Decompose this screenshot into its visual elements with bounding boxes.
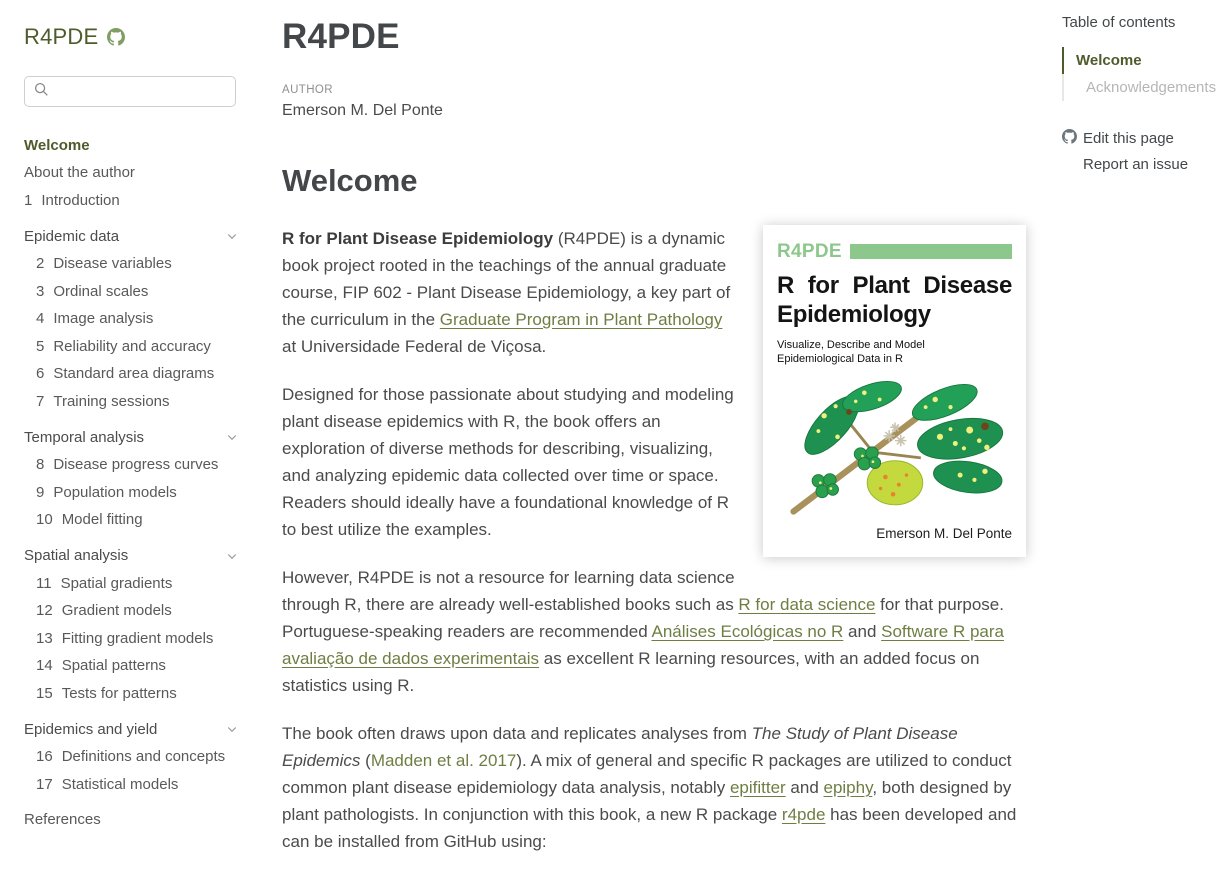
sidebar-item-fitting-gradient-models[interactable] [36, 625, 238, 653]
section-label: Epidemic data [24, 227, 120, 245]
chapter-label: Spatial patterns [61, 657, 166, 674]
chapter-label: Standard area diagrams [53, 365, 215, 382]
logo-row [24, 24, 238, 50]
github-icon[interactable] [107, 28, 125, 46]
chapter-label: Fitting gradient models [61, 629, 214, 647]
chapter-label: Reliability and accuracy [53, 337, 211, 355]
paragraph-4 [282, 720, 1026, 855]
sidebar-section-temporal-analysis [24, 423, 238, 535]
chapter-number: 10 [36, 511, 53, 528]
book-cover-brand: R4PDE [777, 241, 842, 262]
text-run: has been developed and can be installed from GitHub using: [282, 805, 1017, 851]
sidebar-item-training-sessions[interactable] [36, 388, 238, 416]
table-of-contents [1062, 14, 1217, 177]
book-cover [763, 225, 1026, 557]
author-label: AUTHOR [282, 84, 333, 96]
toc-list [1062, 47, 1217, 101]
text-run: and [843, 622, 882, 641]
inline-link[interactable]: epifitter [729, 778, 786, 797]
text-run: The book often draws upon data and replicates analyses from [282, 724, 752, 743]
bold-text: R for Plant Disease Epidemiology [282, 229, 554, 248]
inline-link[interactable]: Graduate Program in Plant Pathology [439, 310, 723, 329]
sidebar-item-disease-variables[interactable] [36, 251, 238, 279]
chapter-number: 15 [36, 684, 53, 702]
chapter-number: 17 [36, 775, 53, 793]
inline-link[interactable]: epiphy [823, 778, 873, 797]
sidebar-item-disease-progress-curves[interactable] [36, 452, 238, 480]
sidebar-item-spatial-gradients[interactable] [36, 570, 238, 598]
chevron-down-icon[interactable] [226, 723, 238, 735]
chapter-label: Tests for patterns [61, 684, 177, 702]
sidebar-item-spatial-patterns[interactable] [36, 653, 238, 681]
inline-link[interactable]: Madden et al. 2017 [370, 751, 517, 770]
text-run: ). A mix of general and specific R packages are utilized to conduct common plant disease epidemiology data analysis, notably [282, 751, 1012, 797]
sidebar-item-tests-for-patterns[interactable] [36, 680, 238, 708]
sidebar-item-references[interactable]: References [24, 811, 101, 828]
chapter-label: Image analysis [53, 310, 154, 327]
paragraph-3 [282, 564, 1026, 699]
search-box[interactable] [24, 76, 236, 107]
chapter-number: 13 [36, 629, 53, 647]
text-run: as excellent R learning resources, with an added focus on statistics using R. [282, 649, 980, 695]
sidebar-item-introduction[interactable] [24, 187, 238, 215]
sidebar-item-ordinal-scales[interactable] [36, 278, 238, 306]
sidebar-item-about-the-author[interactable]: About the author [24, 164, 135, 181]
chapter-number: 2 [36, 255, 45, 272]
sidebar-section-epidemic-data [24, 222, 238, 416]
chapter-label: Model fitting [61, 511, 143, 528]
chapter-number: 5 [36, 337, 45, 355]
chapter-number: 6 [36, 365, 45, 382]
report-an-issue-link[interactable] [1062, 152, 1212, 177]
book-cover-illustration [777, 368, 1012, 520]
section-children [24, 744, 238, 799]
book-title: R4PDE [282, 17, 400, 56]
chapter-number: 7 [36, 392, 45, 410]
chapter-number: 16 [36, 748, 53, 765]
chapter-number: 8 [36, 456, 45, 473]
edit-this-page-label: Edit this page [1083, 130, 1174, 147]
text-run: However, R4PDE is not a resource for learning data science through R, there are already well-established books such as [282, 568, 739, 614]
text-run: for that purpose. Portuguese-speaking readers are recommended [282, 595, 1004, 641]
section-label: Temporal analysis [24, 428, 145, 446]
page-title: Welcome [282, 163, 418, 198]
chevron-down-icon[interactable] [226, 431, 238, 443]
sidebar-item-definitions-and-concepts[interactable] [36, 744, 238, 772]
main-content [282, 0, 1026, 876]
chapter-number: 11 [36, 574, 52, 592]
page-body [282, 225, 1026, 855]
toc-title: Table of contents [1062, 14, 1176, 31]
book-cover-author: Emerson M. Del Ponte [876, 526, 1012, 542]
chapter-label: Statistical models [61, 775, 179, 793]
sidebar-item-image-analysis[interactable] [36, 306, 238, 334]
chapter-label: Disease progress curves [53, 456, 219, 473]
book-cover-title: R for Plant Disease Epidemiology [777, 272, 1012, 328]
toc-item-welcome[interactable]: Welcome [1062, 47, 1212, 74]
sidebar-item-model-fitting[interactable] [36, 507, 238, 535]
sidebar-item-reliability-and-accuracy[interactable] [36, 333, 238, 361]
edit-this-page-link[interactable] [1062, 125, 1212, 152]
chapter-label: Spatial gradients [60, 574, 173, 592]
sidebar-item-statistical-models[interactable] [36, 771, 238, 799]
inline-link[interactable]: r4pde [781, 805, 826, 824]
text-run: at Universidade Federal de Viçosa. [282, 337, 547, 356]
book-cover-bar [850, 244, 1012, 259]
chapter-label: Training sessions [53, 392, 170, 410]
inline-link[interactable]: R for data science [738, 595, 876, 614]
text-run: (R4PDE) is a dynamic book project rooted in the teachings of the annual graduate course, FIP 602 - Plant Disease Epidemiology, a key part of the curriculum in the [282, 229, 731, 329]
chapter-label: Disease variables [53, 255, 172, 272]
sidebar-section-toggle-temporal-analysis[interactable] [24, 423, 238, 452]
toc-actions [1062, 125, 1212, 177]
chapter-number: 14 [36, 657, 53, 674]
chevron-down-icon[interactable] [226, 230, 238, 242]
report-an-issue-label: Report an issue [1083, 156, 1189, 173]
book-cover-header [777, 238, 1012, 265]
search-icon [34, 82, 49, 102]
chapter-label: Introduction [41, 191, 120, 209]
sidebar-nav [24, 132, 238, 834]
sidebar [24, 0, 238, 834]
author-name: Emerson M. Del Ponte [282, 102, 443, 119]
chapter-label: Definitions and concepts [61, 748, 226, 765]
sidebar-item-standard-area-diagrams[interactable] [36, 361, 238, 389]
chapter-number: 12 [36, 602, 53, 619]
text-run: ( [360, 751, 371, 770]
section-children [24, 570, 238, 708]
chapter-label: Ordinal scales [53, 282, 149, 300]
section-label: Spatial analysis [24, 547, 129, 564]
chapter-number: 3 [36, 282, 45, 300]
sidebar-section-toggle-spatial-analysis[interactable] [24, 541, 238, 570]
site-logo[interactable]: R4PDE [24, 24, 99, 49]
text-run: Designed for those passionate about studying and modeling plant disease epidemics with R, the book offers an exploration of diverse methods for describing, visualizing, and analyzing epidemic data collected over time or space. Readers should ideally have a foundational knowledge of R to best utilize the examples. [282, 385, 734, 539]
inline-link[interactable]: Software R para avaliação de dados experimentais [282, 622, 1004, 668]
section-children [24, 251, 238, 416]
text-run: and [785, 778, 824, 797]
section-label: Epidemics and yield [24, 720, 158, 738]
chevron-down-icon[interactable] [226, 550, 238, 562]
toc-item-acknowledgements[interactable]: Acknowledgements [1062, 74, 1212, 101]
search-input[interactable] [55, 84, 226, 100]
chapter-label: Population models [53, 483, 177, 501]
chapter-number: 4 [36, 310, 45, 327]
sidebar-item-gradient-models[interactable] [36, 598, 238, 626]
chapter-number: 1 [24, 191, 33, 209]
sidebar-item-welcome[interactable]: Welcome [24, 136, 90, 154]
sidebar-section-spatial-analysis [24, 541, 238, 708]
sidebar-section-toggle-epidemics-and-yield[interactable] [24, 715, 238, 744]
sidebar-section-epidemics-and-yield [24, 715, 238, 799]
text-run: , both designed by plant pathologists. In conjunction with this book, a new R package [282, 778, 1012, 824]
inline-link[interactable]: Análises Ecológicas no R [651, 622, 844, 641]
chapter-label: Gradient models [61, 602, 172, 619]
italic-text: The Study of Plant Disease Epidemics [282, 724, 958, 770]
sidebar-item-population-models[interactable] [36, 479, 238, 507]
github-icon [1062, 129, 1077, 148]
chapter-number: 9 [36, 483, 45, 501]
section-children [24, 452, 238, 535]
book-cover-subtitle: Visualize, Describe and Model Epidemiological Data in R [777, 338, 925, 365]
sidebar-section-toggle-epidemic-data[interactable] [24, 222, 238, 251]
